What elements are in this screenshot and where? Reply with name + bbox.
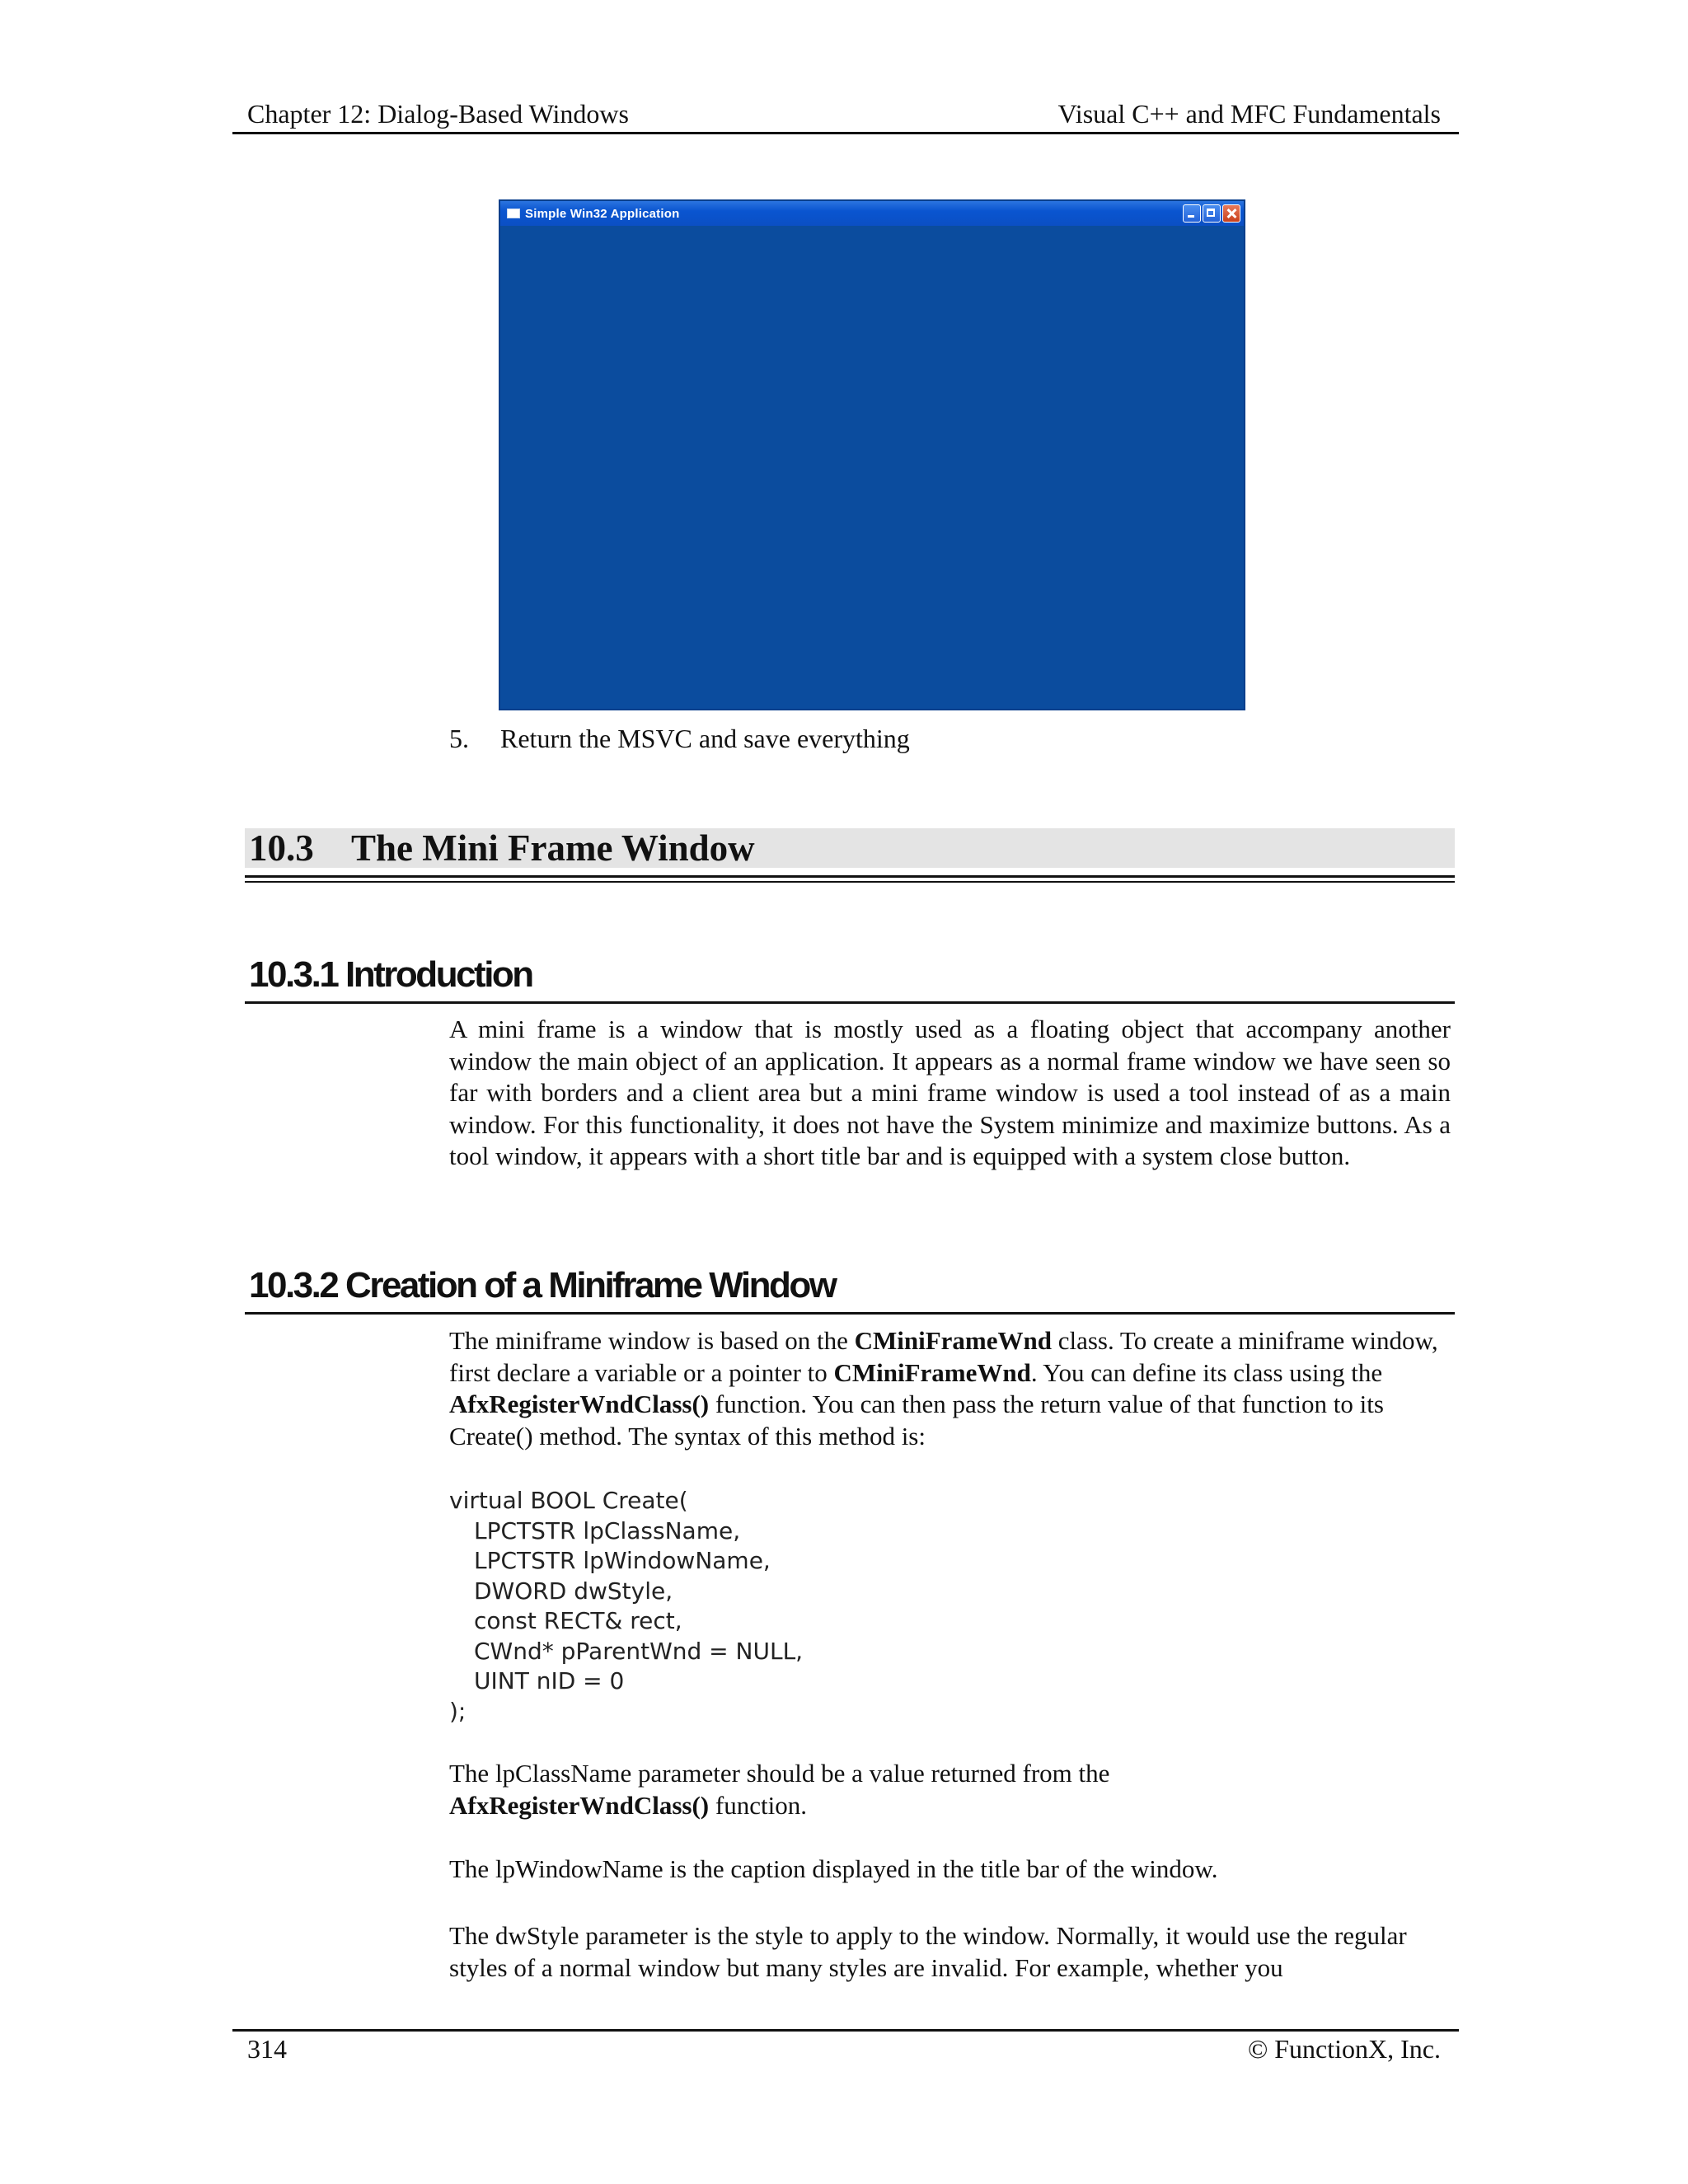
class-name-bold: CMiniFrameWnd [833, 1357, 1031, 1387]
class-name-bold: CMiniFrameWnd [854, 1326, 1052, 1355]
section-heading [249, 828, 755, 868]
lpwindowname-paragraph: The lpWindowName is the caption displayed in the title bar of the window. [449, 1854, 1218, 1883]
running-header-chapter: Chapter 12: Dialog-Based Windows [247, 99, 629, 129]
minimize-icon[interactable] [1183, 204, 1201, 223]
section-rule [245, 875, 1455, 878]
code-line: UINT nID = 0 [474, 1667, 625, 1694]
code-block [449, 1486, 803, 1727]
code-line: LPCTSTR lpWindowName, [474, 1547, 771, 1574]
close-icon[interactable] [1222, 204, 1240, 223]
window-title: Simple Win32 Application [525, 206, 680, 221]
function-name-bold: AfxRegisterWndClass() [449, 1790, 710, 1820]
page-number: 314 [247, 2034, 287, 2064]
dwstyle-paragraph: The dwStyle parameter is the style to apply to the window. Normally, it would use the regular styles of a normal window but many styles are invalid. For example, whether you [449, 1921, 1407, 1982]
code-line: const RECT& rect, [474, 1607, 682, 1634]
text-run: The miniframe window is based on the [449, 1326, 855, 1355]
running-header-book: Visual C++ and MFC Fundamentals [1057, 99, 1441, 129]
function-name-bold: AfxRegisterWndClass() [449, 1390, 710, 1418]
footer-rule [232, 2029, 1459, 2032]
app-window-screenshot [499, 199, 1245, 710]
code-line: DWORD dwStyle, [474, 1577, 673, 1605]
window-client-area [500, 226, 1244, 709]
subsection-heading-introduction: 10.3.1 Introduction [249, 954, 532, 995]
text-run: class. To create a miniframe window, first declare a variable or a pointer to [449, 1326, 1438, 1387]
section-number: 10.3 [249, 827, 314, 869]
text-run: function. You can then pass the return value of that function to its Create() method. The syntax of this method is: [449, 1390, 1384, 1451]
text-run: function. [709, 1790, 807, 1820]
step-number: 5. [449, 724, 469, 753]
subsection-rule [245, 1312, 1455, 1315]
section-title: The Mini Frame Window [351, 827, 755, 869]
subsection-heading-creation: 10.3.2 Creation of a Miniframe Window [249, 1265, 836, 1305]
window-title-bar [500, 201, 1244, 226]
code-line: LPCTSTR lpClassName, [474, 1516, 741, 1544]
copyright: © FunctionX, Inc. [1247, 2034, 1441, 2064]
maximize-icon[interactable] [1203, 204, 1221, 223]
lpclassname-paragraph [449, 1758, 1451, 1821]
code-line: ); [449, 1697, 467, 1725]
text-run: The lpClassName parameter should be a value returned from the [449, 1759, 1110, 1788]
step-text: Return the MSVC and save everything [500, 724, 910, 753]
creation-paragraph [449, 1325, 1451, 1452]
subsection-rule [245, 1001, 1455, 1004]
app-icon [507, 209, 520, 218]
header-rule [232, 132, 1459, 134]
code-line: virtual BOOL Create( [449, 1487, 688, 1514]
step-item [449, 724, 910, 754]
code-line: CWnd* pParentWnd = NULL, [474, 1637, 804, 1665]
section-rule-double [245, 881, 1455, 883]
window-controls [1183, 204, 1240, 223]
text-run: . You can define its class using the [1030, 1357, 1383, 1387]
intro-paragraph: A mini frame is a window that is mostly used as a floating object that accompany another window the main object of an application. It appears as a normal frame window we have seen so far with borders and a client area but a mini frame window is used a tool instead of as a main window. For this functionality, it does not have the System minimize and maximize buttons. As a tool window, it appears with a short title bar and is equipped with a system close button. [449, 1015, 1451, 1170]
